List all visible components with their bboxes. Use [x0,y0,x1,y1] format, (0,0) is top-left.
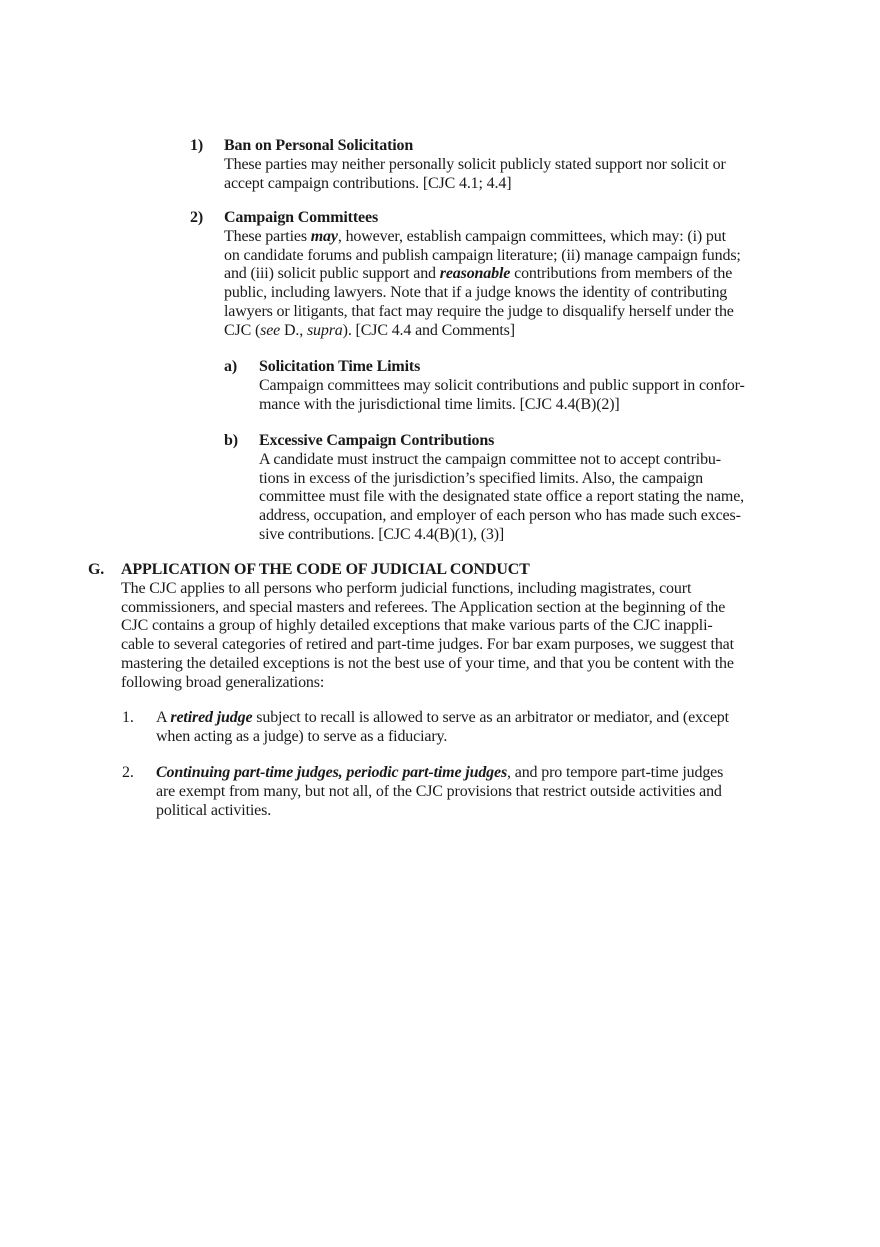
text-segment: , and pro tempore part-time judges [507,764,724,781]
emphasis-text: see [260,321,281,339]
text-segment: These parties [224,227,311,245]
list-marker: a) [224,358,238,375]
list-marker: 2) [190,209,204,226]
body-text-line: accept campaign contributions. [CJC 4.1; 4.4] [224,174,512,192]
text-segment: D., [280,321,307,339]
body-text-line: address, occupation, and employer of each person who has made such exces- [259,507,741,525]
body-text-line: following broad generalizations: [121,673,325,691]
body-text-line: tions in excess of the jurisdiction’s specified limits. Also, the campaign [259,469,703,487]
body-text-line: sive contributions. [CJC 4.4(B)(1), (3)] [259,526,505,543]
body-text-line: mastering the detailed exceptions is not the best use of your time, and that you be content with the [121,655,734,672]
body-text-line: on candidate forums and publish campaign literature; (ii) manage campaign funds; [224,246,741,264]
body-text-line [224,321,515,340]
text-segment: , however, establish campaign committees, which may: (i) put [337,227,726,245]
text-segment: CJC ( [224,321,261,339]
list-marker: 2. [122,764,134,781]
list-marker: G. [88,561,105,578]
text-segment: ). [CJC 4.4 and Comments] [342,321,515,339]
body-text-line: cable to several categories of retired and part-time judges. For bar exam purposes, we suggest that [121,636,734,654]
emphasis-text: retired judge [170,709,253,726]
section-heading: Campaign Committees [224,209,379,226]
body-text-line [156,763,723,782]
body-text-line: lawyers or litigants, that fact may require the judge to disqualify herself under the [224,303,734,320]
section-heading: Excessive Campaign Contributions [259,432,495,449]
text-segment: contributions from members of the [510,265,733,283]
body-text-line: committee must file with the designated state office a report stating the name, [259,488,745,506]
section-heading: APPLICATION OF THE CODE OF JUDICIAL CONDUCT [121,561,530,578]
list-marker: b) [224,432,238,449]
emphasis-text: Continuing part-time judges, periodic part-time judges [156,764,508,781]
body-text-line: The CJC applies to all persons who perform judicial functions, including magistrates, court [121,579,692,597]
list-marker: 1) [190,137,204,154]
body-text-line: A candidate must instruct the campaign committee not to accept contribu- [259,450,721,468]
body-text-line: These parties may neither personally solicit publicly stated support nor solicit or [224,155,726,173]
body-text-line [224,264,732,283]
text-segment: and (iii) solicit public support and [224,265,440,283]
body-text-line: CJC contains a group of highly detailed exceptions that make various parts of the CJC inappli- [121,617,713,635]
text-segment: subject to recall is allowed to serve as an arbitrator or mediator, and (except [252,709,729,726]
emphasis-text: may [310,227,338,245]
section-heading: Solicitation Time Limits [259,358,421,375]
section-heading: Ban on Personal Solicitation [224,137,414,154]
body-text-line: are exempt from many, but not all, of the CJC provisions that restrict outside activities and [156,782,722,800]
body-text-line: public, including lawyers. Note that if a judge knows the identity of contributing [224,284,728,302]
body-text-line: Campaign committees may solicit contributions and public support in confor- [259,376,745,394]
emphasis-text: reasonable [439,265,511,283]
emphasis-text: supra [306,321,343,339]
body-text-line: commissioners, and special masters and referees. The Application section at the beginning of the [121,598,726,616]
body-text-line: political activities. [156,801,272,819]
body-text-line: when acting as a judge) to serve as a fiduciary. [156,727,448,745]
body-text-line [224,227,726,246]
list-marker: 1. [122,709,134,726]
text-segment: A [156,709,171,726]
body-text-line [156,708,729,727]
body-text-line: mance with the jurisdictional time limits. [CJC 4.4(B)(2)] [259,395,620,413]
